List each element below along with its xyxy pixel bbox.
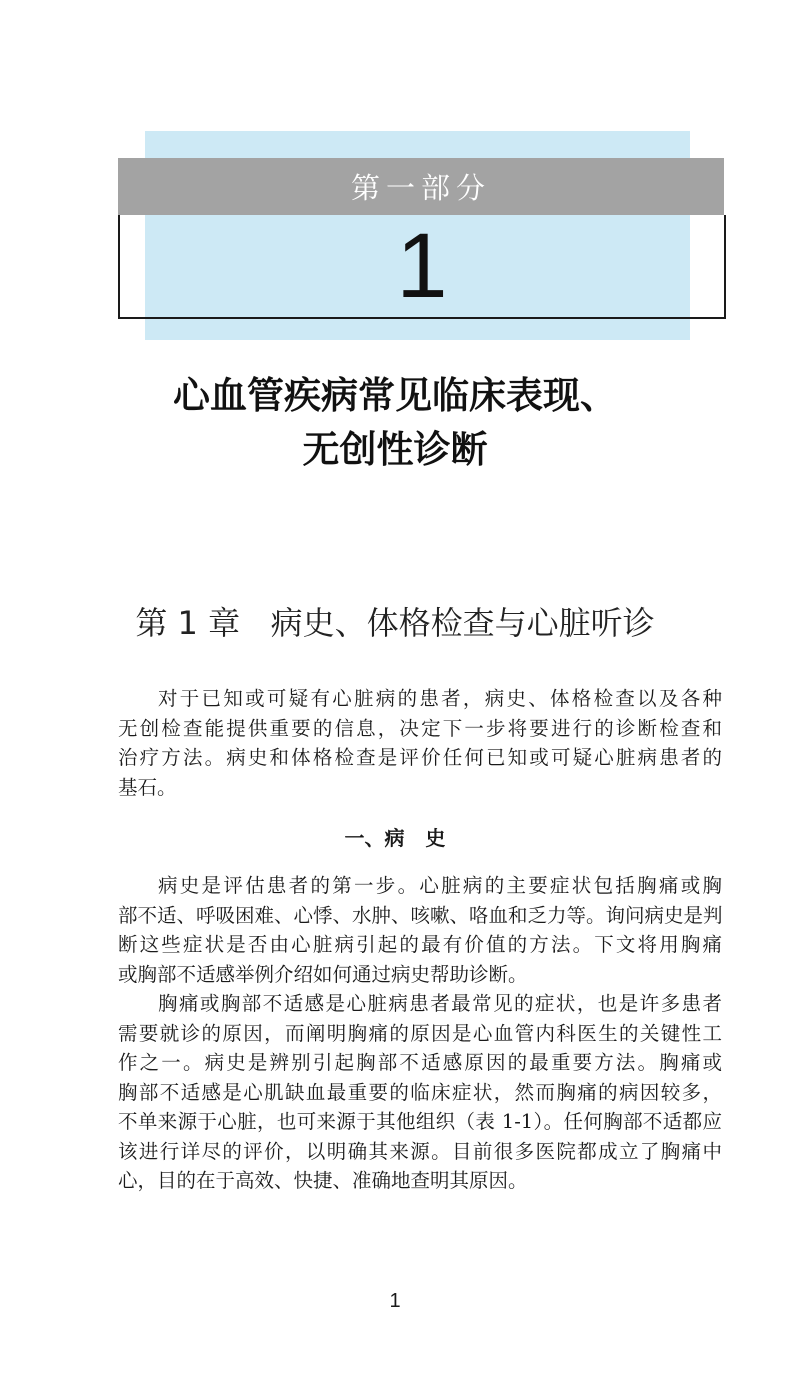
part-number-box — [118, 215, 726, 319]
page-number: 1 — [389, 1290, 401, 1312]
paragraph-line: 部不适、呼吸困难、心悸、水肿、咳嗽、咯血和乏力等。询问病史是判 — [118, 903, 723, 927]
paragraph-line: 胸部不适感是心肌缺血最重要的临床症状，然而胸痛的病因较多， — [118, 1080, 722, 1104]
part-title-line-2: 无创性诊断 — [302, 427, 488, 471]
intro-line: 治疗方法。病史和体格检查是评价任何已知或可疑心脏病患者的 — [118, 746, 722, 769]
intro-line: 对于已知或可疑有心脏病的患者，病史、体格检查以及各种 — [158, 687, 722, 710]
history-paragraph-1 — [118, 871, 722, 989]
part-number: 1 — [396, 215, 448, 317]
paragraph-line: 不单来源于心脏，也可来源于其他组织（表 1-1）。任何胸部不适都应 — [118, 1110, 722, 1133]
paragraph-line: 或胸部不适感举例介绍如何通过病史帮助诊断。 — [118, 962, 528, 986]
intro-line: 基石。 — [118, 775, 177, 799]
paragraph-line: 胸痛或胸部不适感是心脏病患者最常见的症状，也是许多患者 — [158, 992, 722, 1015]
paragraph-line: 心，目的在于高效、快捷、准确地查明其原因。 — [118, 1169, 528, 1192]
paragraph-line: 作之一。病史是辨别引起胸部不适感原因的最重要方法。胸痛或 — [118, 1051, 722, 1074]
paragraph-line: 断这些症状是否由心脏病引起的最有价值的方法。下文将用胸痛 — [118, 933, 722, 956]
part-label: 第一部分 — [118, 158, 724, 215]
part-title-line-1: 心血管疾病常见临床表现、 — [173, 373, 617, 417]
section-heading: 一、病 史 — [344, 826, 446, 850]
paragraph-line: 该进行详尽的评价，以明确其来源。目前很多医院都成立了胸痛中 — [118, 1139, 722, 1163]
paragraph-line: 需要就诊的原因，而阐明胸痛的原因是心血管内科医生的关键性工 — [118, 1021, 722, 1045]
intro-paragraph — [118, 684, 722, 802]
chapter-title: 第 1 章 病史、体格检查与心脏听诊 — [135, 604, 655, 642]
paragraph-line: 病史是评估患者的第一步。心脏病的主要症状包括胸痛或胸 — [158, 874, 722, 897]
history-paragraph-2 — [118, 989, 722, 1196]
intro-line: 无创检查能提供重要的信息，决定下一步将要进行的诊断检查和 — [118, 716, 722, 740]
